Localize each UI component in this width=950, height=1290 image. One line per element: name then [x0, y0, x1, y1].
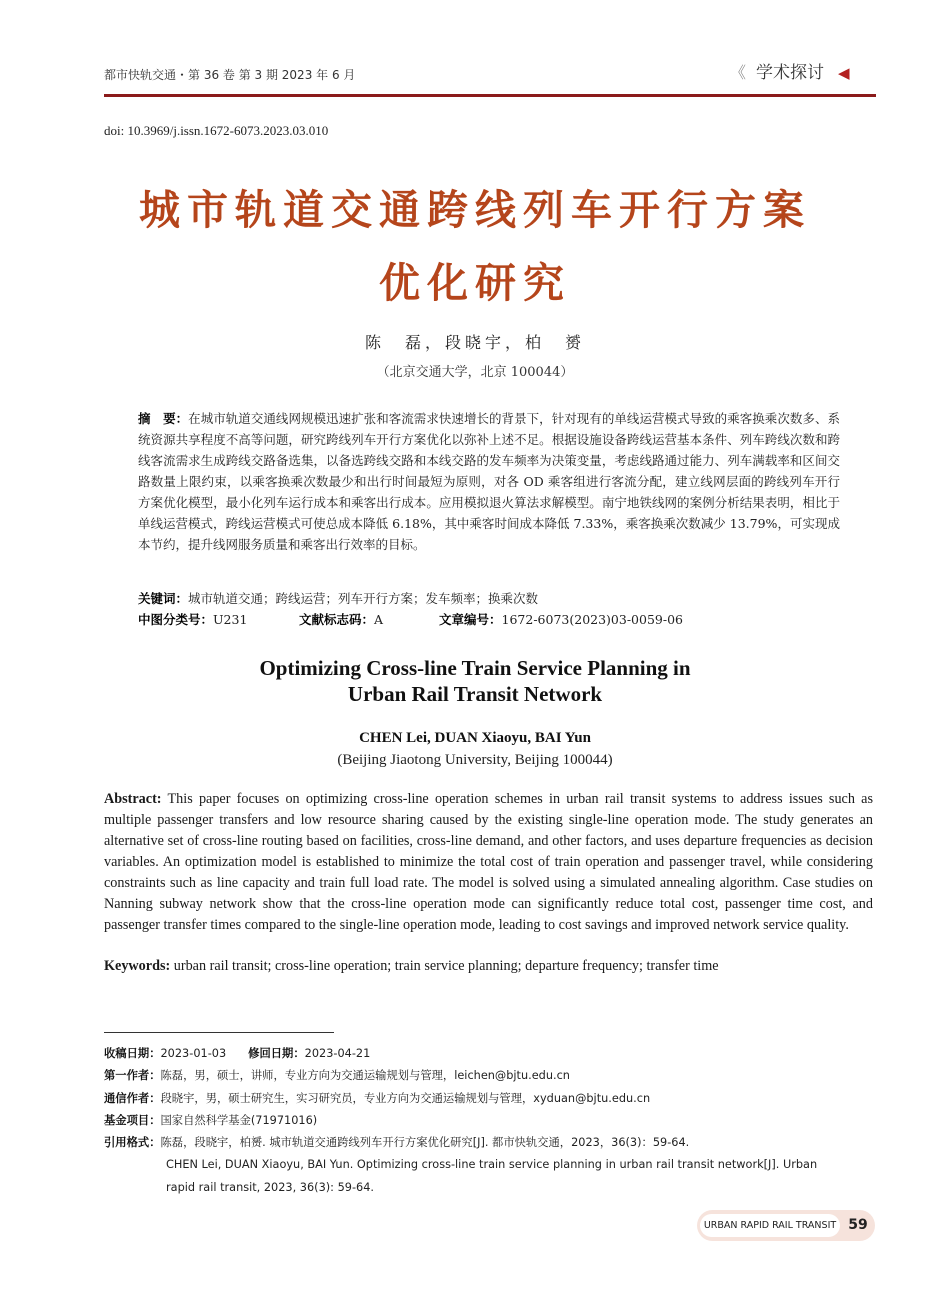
first-author-value: 陈磊，男，硕士，讲师，专业方向为交通运输规划与管理，leichen@bjtu.edu.cn [160, 1069, 570, 1083]
keywords-zh-text: 城市轨道交通；跨线运营；列车开行方案；发车频率；换乘次数 [188, 591, 539, 606]
first-author-label: 第一作者： [104, 1069, 161, 1083]
page-number: 59 [848, 1217, 868, 1233]
double-chevron-left-icon: 《 [730, 63, 747, 82]
meta-zh [138, 588, 840, 630]
affiliation-en: (Beijing Jiaotong University, Beijing 100044) [337, 752, 613, 768]
abstract-en-text: This paper focuses on optimizing cross-line operation schemes in urban rail transit systems to address issues such as multiple passenger transfers and low resource sharing caused by the existing single-line operation mode. The study generates an alternative set of cross-line routing based on facilities, cross-line demand, and other factors, and uses departure frequencies as decision variables. An optimization model is established to minimize the total cost of train operation and passenger travel, while considering constraints such as line capacity and train full load rate. The model is solved using a simulated annealing algorithm. Case studies on Nanning subway network show that the cross-line operation mode can significantly reduce total cost, passenger time cost, and passenger transfer times compared to the single-line operation mode, leading to cost savings and improved network service quality. [104, 791, 873, 933]
abstract-zh-label: 摘 要： [138, 411, 189, 426]
revised-value: 2023-04-21 [304, 1047, 371, 1060]
citation-label: 引用格式： [104, 1136, 161, 1150]
corresponding-value: 段晓宇，男，硕士研究生，实习研究员，专业方向为交通运输规划与管理，xyduan@bjtu.edu.cn [160, 1091, 651, 1105]
citation-en-line1: CHEN Lei, DUAN Xiaoyu, BAI Yun. Optimizing cross-line train service planning in urban rail transit network[J]. Urban [166, 1158, 818, 1172]
article-number-value: 1672-6073(2023)03-0059-06 [501, 612, 683, 627]
affiliation-zh: （北京交通大学，北京 100044） [376, 365, 574, 380]
footnotes [104, 1043, 876, 1199]
citation-zh: 陈磊，段晓宇，柏赟. 城市轨道交通跨线列车开行方案优化研究[J]. 都市快轨交通，2023，36(3)：59-64. [160, 1136, 690, 1150]
clc-label: 中图分类号： [138, 612, 214, 627]
keywords-en-label: Keywords: [104, 958, 171, 974]
received-value: 2023-01-03 [160, 1047, 227, 1060]
citation-row [104, 1132, 876, 1154]
abstract-zh [138, 408, 840, 555]
abstract-en-label: Abstract: [104, 791, 162, 807]
doi: doi: 10.3969/j.issn.1672-6073.2023.03.010 [104, 123, 329, 138]
corresponding-author-row [104, 1088, 876, 1110]
first-author-row [104, 1065, 876, 1087]
doc-code-label: 文献标志码： [299, 612, 375, 627]
section-label: 学术探讨 [756, 63, 825, 83]
journal-name: URBAN RAPID RAIL TRANSIT [700, 1214, 840, 1237]
keywords-en-text: urban rail transit; cross-line operation; train service planning; departure frequency; transfer time [173, 958, 719, 974]
revised-label: 修回日期： [248, 1047, 305, 1060]
clc-value: U231 [213, 612, 248, 627]
fund-label: 基金项目： [104, 1113, 161, 1127]
keywords-en [104, 956, 874, 977]
doc-code-value: A [374, 612, 384, 627]
title-zh-line1: 城市轨道交通跨线列车开行方案 [139, 186, 811, 234]
title-zh-line2: 优化研究 [379, 259, 571, 307]
keywords-zh-label: 关键词： [138, 591, 189, 606]
classification-zh [138, 609, 840, 630]
title-en-line1: Optimizing Cross-line Train Service Planning in [259, 656, 691, 680]
footnote-divider [104, 1032, 334, 1033]
fund-row [104, 1110, 876, 1132]
section-header [730, 58, 850, 83]
citation-en-line2: rapid rail transit, 2023, 36(3): 59-64. [166, 1180, 374, 1194]
journal-issue-header: 都市快轨交通・第 36 卷 第 3 期 2023 年 6 月 [104, 68, 356, 82]
title-en-line2: Urban Rail Transit Network [347, 682, 603, 706]
received-label: 收稿日期： [104, 1047, 161, 1060]
fund-value: 国家自然科学基金(71971016) [160, 1113, 318, 1127]
authors-zh: 陈 磊，段晓宇，柏 赟 [364, 333, 585, 352]
article-number-label: 文章编号： [439, 612, 502, 627]
header-divider [104, 94, 876, 97]
corresponding-label: 通信作者： [104, 1091, 161, 1105]
journal-footer-badge [697, 1210, 875, 1241]
authors-en: CHEN Lei, DUAN Xiaoyu, BAI Yun [359, 730, 591, 746]
keywords-zh [138, 588, 840, 609]
abstract-zh-text: 在城市轨道交通线网规模迅速扩张和客流需求快速增长的背景下，针对现有的单线运营模式导致的乘客换乘次数多、系统资源共享程度不高等问题，研究跨线列车开行方案优化以弥补上述不足。根据设施设备跨线运营基本条件、列车跨线次数和跨线客流需求生成跨线交路备选集，以备选跨线交路和本线交路的发车频率为决策变量，考虑线路通过能力、列车满载率和区间交路数量上限约束，以乘客换乘次数最少和出行时间最短为原则，对各 OD 乘客组进行客流分配，建立线网层面的跨线列车开行方案优化模型，最小化列车运行成本和乘客出行成本。应用模拟退火算法求解模型。南宁地铁线网的案例分析结果表明，相比于单线运营模式，跨线运营模式可使总成本降低 6.18%，其中乘客时间成本降低 7.33%，乘客换乘次数减少 13.79%，可实现成本节约，提升线网服务质量和乘客出行效率的目标。 [138, 411, 840, 552]
triangle-left-icon: ◀ [838, 64, 850, 82]
abstract-en [104, 789, 873, 936]
dates-row [104, 1043, 876, 1065]
